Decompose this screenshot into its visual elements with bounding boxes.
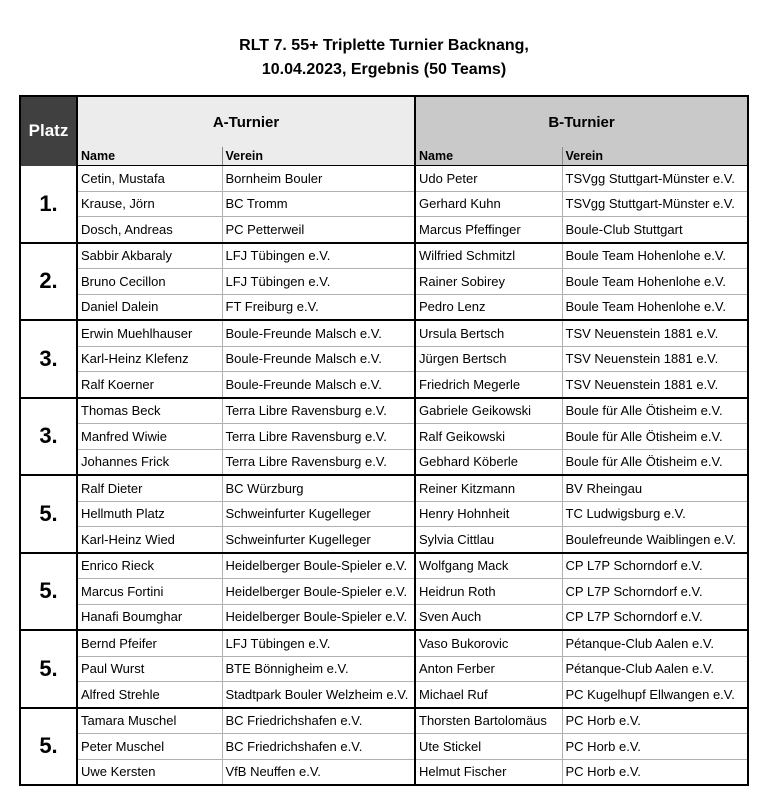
b-name-cell: Heidrun Roth: [415, 579, 562, 605]
a-verein-cell: Heidelberger Boule-Spieler e.V.: [222, 604, 415, 630]
a-verein-cell: Schweinfurter Kugelleger: [222, 501, 415, 527]
a-name-cell: Johannes Frick: [77, 449, 222, 475]
a-verein-cell: Heidelberger Boule-Spieler e.V.: [222, 553, 415, 579]
table-row: [20, 398, 748, 424]
b-verein-cell: TSVgg Stuttgart-Münster e.V.: [562, 166, 748, 192]
b-verein-cell: Pétanque-Club Aalen e.V.: [562, 630, 748, 656]
a-verein-cell: LFJ Tübingen e.V.: [222, 630, 415, 656]
table-row: [20, 579, 748, 605]
a-name-cell: Bruno Cecillon: [77, 269, 222, 295]
rank-cell: 1.: [20, 166, 77, 243]
table-row: [20, 320, 748, 346]
table-row: [20, 475, 748, 501]
b-verein-cell: Boule für Alle Ötisheim e.V.: [562, 449, 748, 475]
a-verein-cell: Bornheim Bouler: [222, 166, 415, 192]
a-verein-cell: Stadtpark Bouler Welzheim e.V.: [222, 682, 415, 708]
table-row: [20, 294, 748, 320]
b-name-cell: Marcus Pfeffinger: [415, 217, 562, 243]
b-name-cell: Reiner Kitzmann: [415, 475, 562, 501]
b-name-cell: Michael Ruf: [415, 682, 562, 708]
a-name-cell: Karl-Heinz Klefenz: [77, 346, 222, 372]
table-row: [20, 501, 748, 527]
table-row: [20, 166, 748, 192]
a-verein-cell: LFJ Tübingen e.V.: [222, 269, 415, 295]
table-row: [20, 372, 748, 398]
b-name-cell: Jürgen Bertsch: [415, 346, 562, 372]
a-verein-cell: BC Friedrichshafen e.V.: [222, 708, 415, 734]
b-name-cell: Anton Ferber: [415, 656, 562, 682]
a-verein-cell: VfB Neuffen e.V.: [222, 759, 415, 785]
table-row: [20, 759, 748, 785]
b-verein-cell: Boulefreunde Waiblingen e.V.: [562, 527, 748, 553]
a-verein-header: Verein: [222, 147, 415, 166]
a-verein-cell: Boule-Freunde Malsch e.V.: [222, 320, 415, 346]
b-name-cell: Sven Auch: [415, 604, 562, 630]
a-verein-cell: Terra Libre Ravensburg e.V.: [222, 398, 415, 424]
rank-cell: 5.: [20, 708, 77, 786]
a-verein-cell: Boule-Freunde Malsch e.V.: [222, 346, 415, 372]
b-verein-cell: TSV Neuenstein 1881 e.V.: [562, 372, 748, 398]
b-verein-cell: PC Horb e.V.: [562, 708, 748, 734]
a-name-cell: Erwin Muehlhauser: [77, 320, 222, 346]
table-row: [20, 734, 748, 760]
b-verein-cell: BV Rheingau: [562, 475, 748, 501]
a-verein-cell: Schweinfurter Kugelleger: [222, 527, 415, 553]
a-verein-cell: Terra Libre Ravensburg e.V.: [222, 424, 415, 450]
b-verein-cell: PC Horb e.V.: [562, 734, 748, 760]
b-verein-cell: TSV Neuenstein 1881 e.V.: [562, 346, 748, 372]
b-name-cell: Friedrich Megerle: [415, 372, 562, 398]
table-row: [20, 630, 748, 656]
b-verein-cell: CP L7P Schorndorf e.V.: [562, 553, 748, 579]
rank-cell: 2.: [20, 243, 77, 321]
b-verein-cell: Boule Team Hohenlohe e.V.: [562, 243, 748, 269]
a-name-cell: Alfred Strehle: [77, 682, 222, 708]
rank-cell: 3.: [20, 398, 77, 476]
a-turnier-header: A-Turnier: [77, 96, 415, 147]
a-verein-cell: Terra Libre Ravensburg e.V.: [222, 449, 415, 475]
b-verein-cell: CP L7P Schorndorf e.V.: [562, 579, 748, 605]
a-name-cell: Paul Wurst: [77, 656, 222, 682]
b-verein-cell: Boule Team Hohenlohe e.V.: [562, 269, 748, 295]
table-row: [20, 269, 748, 295]
b-name-cell: Gebhard Köberle: [415, 449, 562, 475]
b-name-cell: Wilfried Schmitzl: [415, 243, 562, 269]
b-verein-cell: TC Ludwigsburg e.V.: [562, 501, 748, 527]
a-name-cell: Tamara Muschel: [77, 708, 222, 734]
table-row: [20, 656, 748, 682]
table-row: [20, 527, 748, 553]
table-row: [20, 217, 748, 243]
b-verein-cell: PC Horb e.V.: [562, 759, 748, 785]
b-name-header: Name: [415, 147, 562, 166]
b-name-cell: Wolfgang Mack: [415, 553, 562, 579]
b-name-cell: Vaso Bukorovic: [415, 630, 562, 656]
a-name-cell: Ralf Dieter: [77, 475, 222, 501]
a-name-cell: Marcus Fortini: [77, 579, 222, 605]
b-verein-cell: TSV Neuenstein 1881 e.V.: [562, 320, 748, 346]
results-body: [20, 166, 748, 786]
a-name-cell: Bernd Pfeifer: [77, 630, 222, 656]
rank-cell: 3.: [20, 320, 77, 398]
b-name-cell: Ute Stickel: [415, 734, 562, 760]
a-name-cell: Krause, Jörn: [77, 191, 222, 217]
b-name-cell: Henry Hohnheit: [415, 501, 562, 527]
a-name-header: Name: [77, 147, 222, 166]
b-name-cell: Ursula Bertsch: [415, 320, 562, 346]
b-verein-cell: PC Kugelhupf Ellwangen e.V.: [562, 682, 748, 708]
table-row: [20, 708, 748, 734]
rank-cell: 5.: [20, 475, 77, 553]
b-verein-cell: TSVgg Stuttgart-Münster e.V.: [562, 191, 748, 217]
b-verein-cell: CP L7P Schorndorf e.V.: [562, 604, 748, 630]
table-row: [20, 243, 748, 269]
a-verein-cell: BC Tromm: [222, 191, 415, 217]
a-verein-cell: Heidelberger Boule-Spieler e.V.: [222, 579, 415, 605]
a-name-cell: Ralf Koerner: [77, 372, 222, 398]
table-row: [20, 424, 748, 450]
b-verein-cell: Boule Team Hohenlohe e.V.: [562, 294, 748, 320]
b-verein-cell: Boule für Alle Ötisheim e.V.: [562, 424, 748, 450]
a-name-cell: Manfred Wiwie: [77, 424, 222, 450]
b-verein-cell: Boule-Club Stuttgart: [562, 217, 748, 243]
b-name-cell: Gerhard Kuhn: [415, 191, 562, 217]
b-verein-cell: Pétanque-Club Aalen e.V.: [562, 656, 748, 682]
b-turnier-header: B-Turnier: [415, 96, 748, 147]
b-name-cell: Udo Peter: [415, 166, 562, 192]
platz-header: Platz: [20, 96, 77, 166]
b-name-cell: Gabriele Geikowski: [415, 398, 562, 424]
a-verein-cell: PC Petterweil: [222, 217, 415, 243]
b-verein-header: Verein: [562, 147, 748, 166]
a-name-cell: Enrico Rieck: [77, 553, 222, 579]
a-name-cell: Hellmuth Platz: [77, 501, 222, 527]
a-name-cell: Sabbir Akbaraly: [77, 243, 222, 269]
b-name-cell: Thorsten Bartolomäus: [415, 708, 562, 734]
table-row: [20, 604, 748, 630]
b-name-cell: Rainer Sobirey: [415, 269, 562, 295]
a-verein-cell: FT Freiburg e.V.: [222, 294, 415, 320]
b-name-cell: Pedro Lenz: [415, 294, 562, 320]
table-row: [20, 682, 748, 708]
results-table: [19, 95, 749, 786]
a-verein-cell: Boule-Freunde Malsch e.V.: [222, 372, 415, 398]
a-name-cell: Peter Muschel: [77, 734, 222, 760]
a-name-cell: Karl-Heinz Wied: [77, 527, 222, 553]
b-name-cell: Sylvia Cittlau: [415, 527, 562, 553]
a-name-cell: Thomas Beck: [77, 398, 222, 424]
a-name-cell: Daniel Dalein: [77, 294, 222, 320]
b-name-cell: Ralf Geikowski: [415, 424, 562, 450]
table-row: [20, 449, 748, 475]
a-name-cell: Dosch, Andreas: [77, 217, 222, 243]
table-row: [20, 346, 748, 372]
a-name-cell: Hanafi Boumghar: [77, 604, 222, 630]
a-name-cell: Cetin, Mustafa: [77, 166, 222, 192]
rank-cell: 5.: [20, 553, 77, 631]
b-verein-cell: Boule für Alle Ötisheim e.V.: [562, 398, 748, 424]
a-verein-cell: LFJ Tübingen e.V.: [222, 243, 415, 269]
a-verein-cell: BC Friedrichshafen e.V.: [222, 734, 415, 760]
document-title-line-2: 10.04.2023, Ergebnis (50 Teams): [261, 61, 507, 78]
a-name-cell: Uwe Kersten: [77, 759, 222, 785]
a-verein-cell: BC Würzburg: [222, 475, 415, 501]
document-title-line-1: RLT 7. 55+ Triplette Turnier Backnang,: [239, 37, 529, 54]
b-name-cell: Helmut Fischer: [415, 759, 562, 785]
table-row: [20, 553, 748, 579]
rank-cell: 5.: [20, 630, 77, 708]
a-verein-cell: BTE Bönnigheim e.V.: [222, 656, 415, 682]
table-row: [20, 191, 748, 217]
